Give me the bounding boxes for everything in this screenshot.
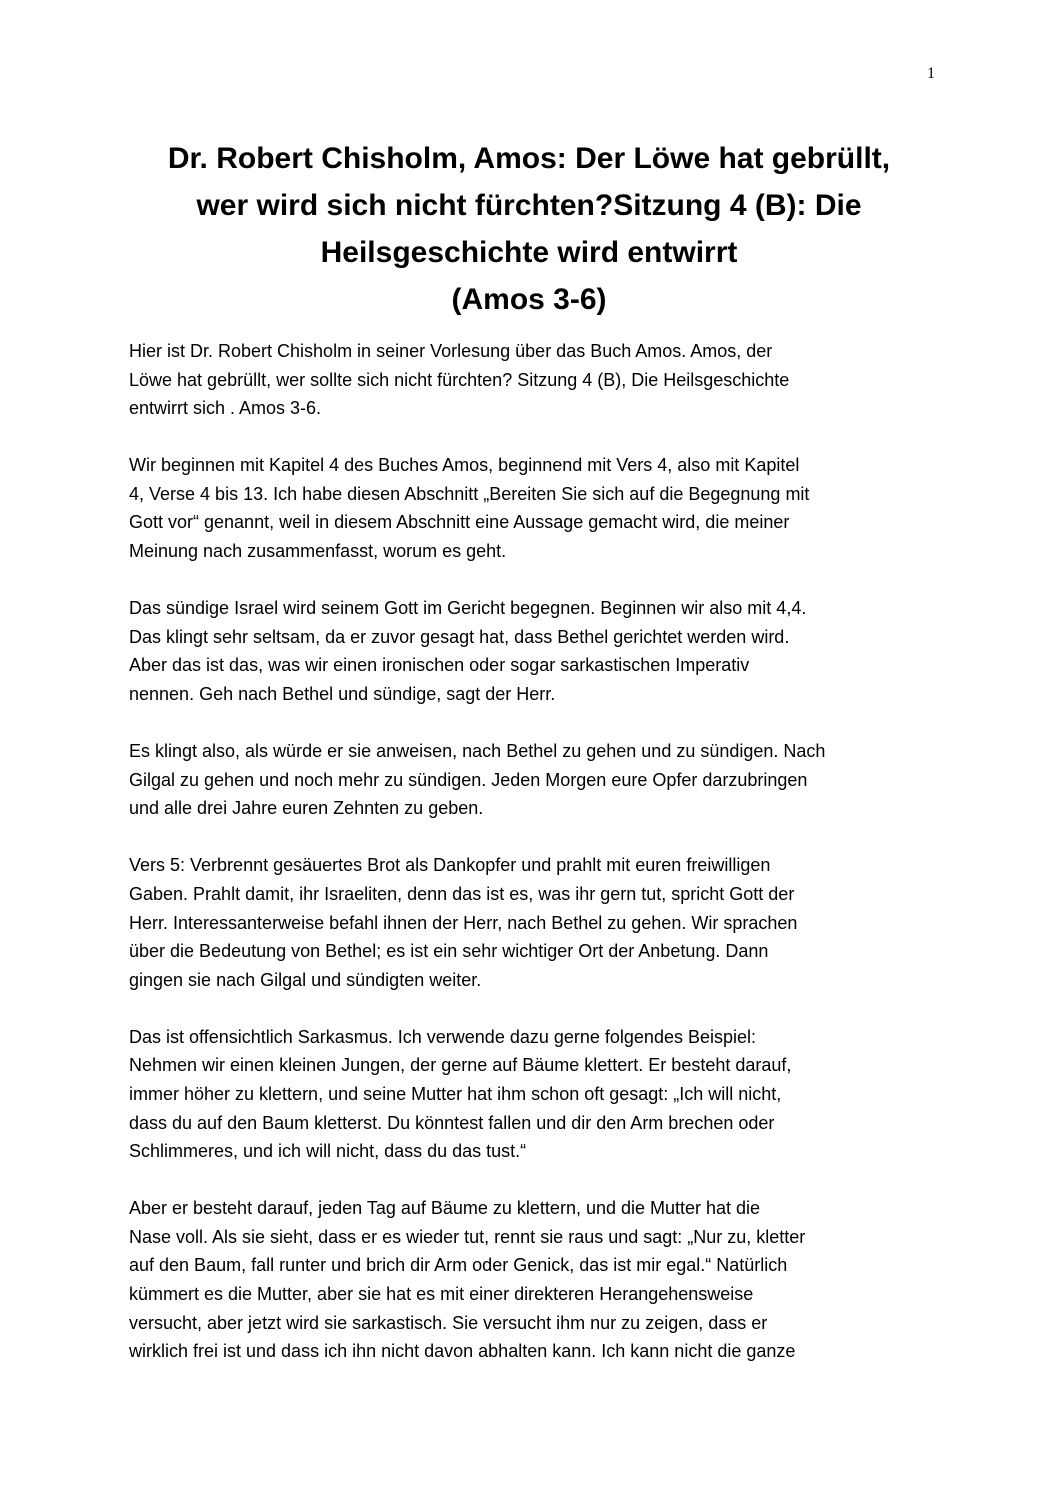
document-title	[110, 135, 948, 323]
text-line: Nehmen wir einen kleinen Jungen, der gerne auf Bäume klettert. Er besteht darauf,	[129, 1055, 792, 1076]
document-body	[129, 337, 939, 1394]
page-number: 1	[927, 65, 935, 82]
text-line: 4, Verse 4 bis 13. Ich habe diesen Abschnitt „Bereiten Sie sich auf die Begegnung mit	[129, 483, 810, 504]
title-line: wer wird sich nicht fürchten?Sitzung 4 (B): Die	[196, 189, 862, 222]
text-line: Nase voll. Als sie sieht, dass er es wieder tut, rennt sie raus und sagt: „Nur zu, kletter	[129, 1226, 806, 1247]
text-line: nennen. Geh nach Bethel und sündige, sagt der Herr.	[129, 683, 556, 704]
text-line: dass du auf den Baum kletterst. Du könntest fallen und dir den Arm brechen oder	[129, 1112, 775, 1133]
title-line: Heilsgeschichte wird entwirrt	[320, 236, 738, 269]
text-line: Das klingt sehr seltsam, da er zuvor gesagt hat, dass Bethel gerichtet werden wird.	[129, 626, 790, 647]
text-line: Das ist offensichtlich Sarkasmus. Ich verwende dazu gerne folgendes Beispiel:	[129, 1026, 757, 1047]
paragraph	[129, 851, 939, 994]
text-line: gingen sie nach Gilgal und sündigten weiter.	[129, 969, 482, 990]
text-line: Es klingt also, als würde er sie anweisen, nach Bethel zu gehen und zu sündigen. Nach	[129, 741, 826, 762]
text-line: versucht, aber jetzt wird sie sarkastisch. Sie versucht ihm nur zu zeigen, dass er	[129, 1312, 768, 1333]
text-line: immer höher zu klettern, und seine Mutter hat ihm schon oft gesagt: „Ich will nicht,	[129, 1083, 782, 1104]
paragraph-intro	[129, 337, 939, 423]
text-line: Gaben. Prahlt damit, ihr Israeliten, denn das ist es, was ihr gern tut, spricht Gott der	[129, 883, 795, 904]
text-line: Meinung nach zusammenfasst, worum es geht.	[129, 541, 507, 562]
text-line: über die Bedeutung von Bethel; es ist ein sehr wichtiger Ort der Anbetung. Dann	[129, 941, 769, 962]
text-line: Hier ist Dr. Robert Chisholm in seiner Vorlesung über das Buch Amos. Amos, der	[129, 341, 773, 361]
paragraph	[129, 451, 939, 565]
text-line: entwirrt sich . Amos 3-6.	[129, 398, 322, 419]
title-line: Dr. Robert Chisholm, Amos: Der Löwe hat gebrüllt,	[167, 142, 891, 175]
text-line: kümmert es die Mutter, aber sie hat es mit einer direkteren Herangehensweise	[129, 1284, 754, 1305]
text-line: wirklich frei ist und dass ich ihn nicht davon abhalten kann. Ich kann nicht die ganze	[129, 1341, 796, 1362]
paragraph	[129, 1194, 939, 1366]
title-line: (Amos 3-6)	[451, 283, 607, 316]
text-line: Gilgal zu gehen und noch mehr zu sündigen. Jeden Morgen eure Opfer darzubringen	[129, 769, 808, 790]
paragraph	[129, 1023, 939, 1166]
text-line: Schlimmeres, und ich will nicht, dass du das tust.“	[129, 1141, 527, 1162]
text-line: Vers 5: Verbrennt gesäuertes Brot als Dankopfer und prahlt mit euren freiwilligen	[129, 855, 771, 876]
text-line: Das sündige Israel wird seinem Gott im Gericht begegnen. Beginnen wir also mit 4,4.	[129, 598, 807, 619]
paragraph	[129, 737, 939, 823]
text-line: Aber das ist das, was wir einen ironischen oder sogar sarkastischen Imperativ	[129, 655, 750, 676]
text-line: Löwe hat gebrüllt, wer sollte sich nicht fürchten? Sitzung 4 (B), Die Heilsgeschichte	[129, 369, 790, 390]
text-line: Wir beginnen mit Kapitel 4 des Buches Amos, beginnend mit Vers 4, also mit Kapitel	[129, 455, 800, 476]
text-line: Herr. Interessanterweise befahl ihnen der Herr, nach Bethel zu gehen. Wir sprachen	[129, 912, 798, 933]
paragraph	[129, 594, 939, 708]
text-line: auf den Baum, fall runter und brich dir Arm oder Genick, das ist mir egal.“ Natürlich	[129, 1255, 788, 1276]
text-line: und alle drei Jahre euren Zehnten zu geben.	[129, 798, 484, 819]
text-line: Gott vor“ genannt, weil in diesem Abschnitt eine Aussage gemacht wird, die meiner	[129, 512, 790, 533]
text-line: Aber er besteht darauf, jeden Tag auf Bäume zu klettern, und die Mutter hat die	[129, 1198, 761, 1219]
